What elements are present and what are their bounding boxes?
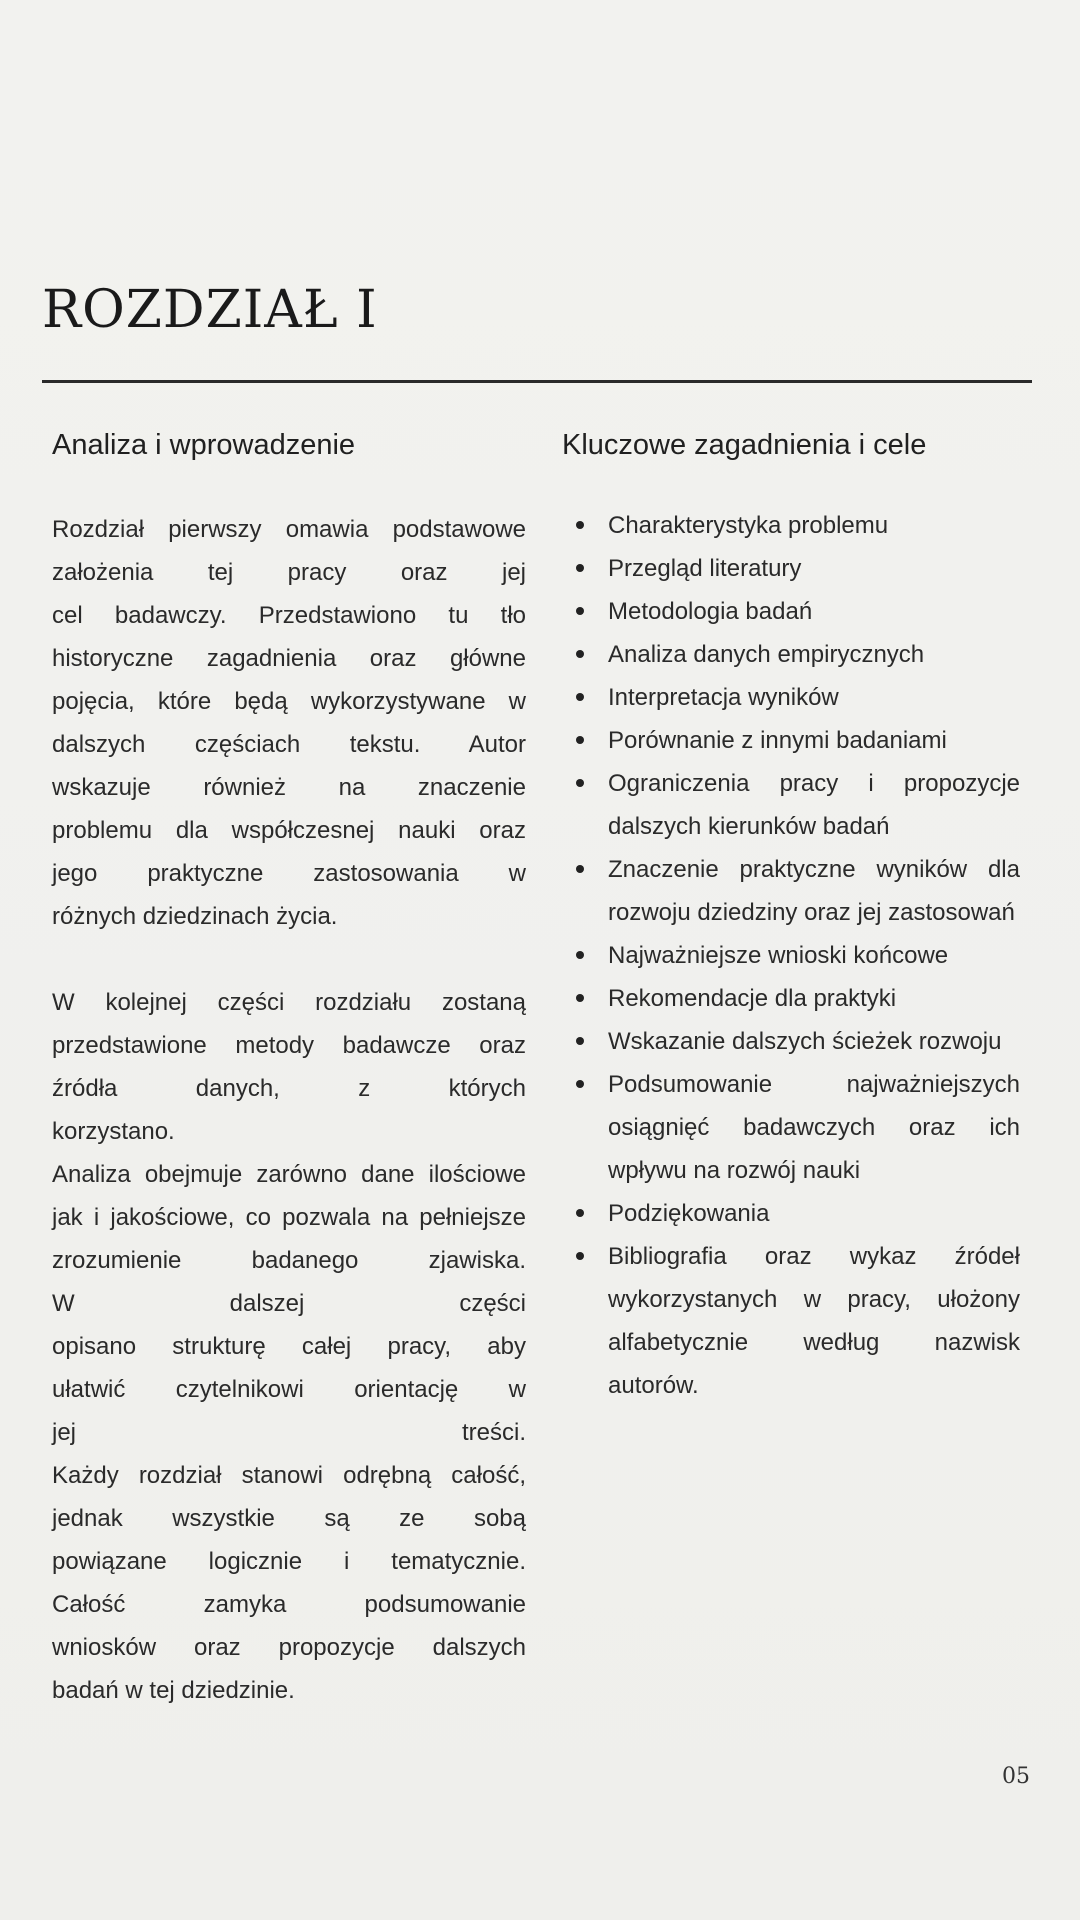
left-column-heading: Analiza i wprowadzenie	[52, 429, 356, 461]
body-paragraph	[52, 508, 526, 938]
list-item-text: Rekomendacje dla praktyki	[608, 985, 897, 1012]
list-item-text: Analiza danych empirycznych	[608, 641, 925, 668]
list-item	[562, 977, 1020, 1020]
paragraph-line: pojęcia, które będą wykorzystywane w	[52, 688, 526, 715]
paragraph-line: jednak wszystkie są ze sobą	[52, 1505, 526, 1532]
paragraph-line: korzystano.	[52, 1118, 175, 1145]
paragraph-line: opisano strukturę całej pracy, aby	[52, 1333, 526, 1360]
paragraph-line: W kolejnej części rozdziału zostaną	[52, 989, 526, 1016]
paragraph-line: cel badawczy. Przedstawiono tu tło	[52, 602, 526, 629]
list-item	[562, 1020, 1020, 1063]
paragraph-line: historyczne zagadnienia oraz główne	[52, 645, 526, 672]
list-item	[562, 633, 1020, 676]
paragraph-line: Całość zamyka podsumowanie	[52, 1591, 526, 1618]
list-item	[562, 719, 1020, 762]
bullet-icon	[576, 1080, 584, 1088]
paragraph-line: zrozumienie badanego zjawiska.	[52, 1247, 526, 1274]
paragraph-line: Każdy rozdział stanowi odrębną całość,	[52, 1462, 526, 1489]
paragraph-line: jak i jakościowe, co pozwala na pełniejsze	[52, 1204, 526, 1231]
bullet-icon	[576, 650, 584, 658]
paragraph-line: powiązane logicznie i tematycznie.	[52, 1548, 526, 1575]
bullet-icon	[576, 994, 584, 1002]
bullet-icon	[576, 693, 584, 701]
page-number: 05	[1002, 1764, 1030, 1789]
list-item-text: Najważniejsze wnioski końcowe	[608, 942, 949, 969]
paragraph-line: jej treści.	[52, 1419, 526, 1446]
list-item-text: Przegląd literatury	[608, 555, 802, 582]
bullet-icon	[576, 1037, 584, 1045]
right-column	[562, 420, 1020, 1407]
list-item-text: Ograniczenia pracy i propozycje dalszych kierunków badań	[608, 770, 1020, 840]
list-item	[562, 504, 1020, 547]
bullet-icon	[576, 865, 584, 873]
paragraph-line: przedstawione metody badawcze oraz	[52, 1032, 526, 1059]
list-item	[562, 1192, 1020, 1235]
paragraph-line: wskazuje również na znaczenie	[52, 774, 526, 801]
list-item-text: Porównanie z innymi badaniami	[608, 727, 947, 754]
list-item	[562, 848, 1020, 934]
list-item	[562, 676, 1020, 719]
list-item-text: Podsumowanie najważniejszych osiągnięć badawczych oraz ich wpływu na rozwój nauki	[608, 1071, 1020, 1184]
list-item	[562, 547, 1020, 590]
bullet-icon	[576, 779, 584, 787]
list-item-text: Charakterystyka problemu	[608, 512, 889, 539]
bullet-icon	[576, 564, 584, 572]
list-item-text: Znaczenie praktyczne wyników dla rozwoju dziedziny oraz jej zastosowań	[608, 856, 1020, 926]
paragraph-line: badań w tej dziedzinie.	[52, 1677, 295, 1704]
list-item	[562, 762, 1020, 848]
chapter-title: ROZDZIAŁ I	[42, 280, 378, 340]
paragraph-line: jego praktyczne zastosowania w	[52, 860, 526, 887]
key-points-list	[562, 504, 1020, 1407]
list-item-text: Metodologia badań	[608, 598, 813, 625]
bullet-icon	[576, 736, 584, 744]
list-item	[562, 1063, 1020, 1192]
paragraph-line: ułatwić czytelnikowi orientację w	[52, 1376, 526, 1403]
paragraph-line: W dalszej części	[52, 1290, 526, 1317]
list-item	[562, 1235, 1020, 1407]
title-divider	[42, 380, 1032, 383]
list-item-text: Interpretacja wyników	[608, 684, 839, 711]
bullet-icon	[576, 1252, 584, 1260]
paragraph-line: problemu dla współczesnej nauki oraz	[52, 817, 526, 844]
paragraph-line: dalszych częściach tekstu. Autor	[52, 731, 526, 758]
list-item-text: Bibliografia oraz wykaz źródeł wykorzystanych w pracy, ułożony alfabetycznie według nazwisk autorów.	[608, 1243, 1020, 1399]
body-paragraph	[52, 981, 526, 1712]
list-item-text: Podziękowania	[608, 1200, 770, 1227]
paragraph-line: Rozdział pierwszy omawia podstawowe założenia tej pracy oraz jej	[52, 516, 526, 586]
paragraph-line: Analiza obejmuje zarówno dane ilościowe	[52, 1161, 526, 1188]
bullet-icon	[576, 951, 584, 959]
paragraph-line: wniosków oraz propozycje dalszych	[52, 1634, 526, 1661]
list-item	[562, 934, 1020, 977]
right-column-heading: Kluczowe zagadnienia i cele	[562, 429, 927, 461]
bullet-icon	[576, 607, 584, 615]
paragraph-line: źródła danych, z których	[52, 1075, 526, 1102]
bullet-icon	[576, 1209, 584, 1217]
bullet-icon	[576, 521, 584, 529]
left-column	[52, 420, 526, 1712]
paragraph-line: różnych dziedzinach życia.	[52, 903, 338, 930]
list-item	[562, 590, 1020, 633]
list-item-text: Wskazanie dalszych ścieżek rozwoju	[608, 1028, 1002, 1055]
left-column-body	[52, 508, 526, 1712]
